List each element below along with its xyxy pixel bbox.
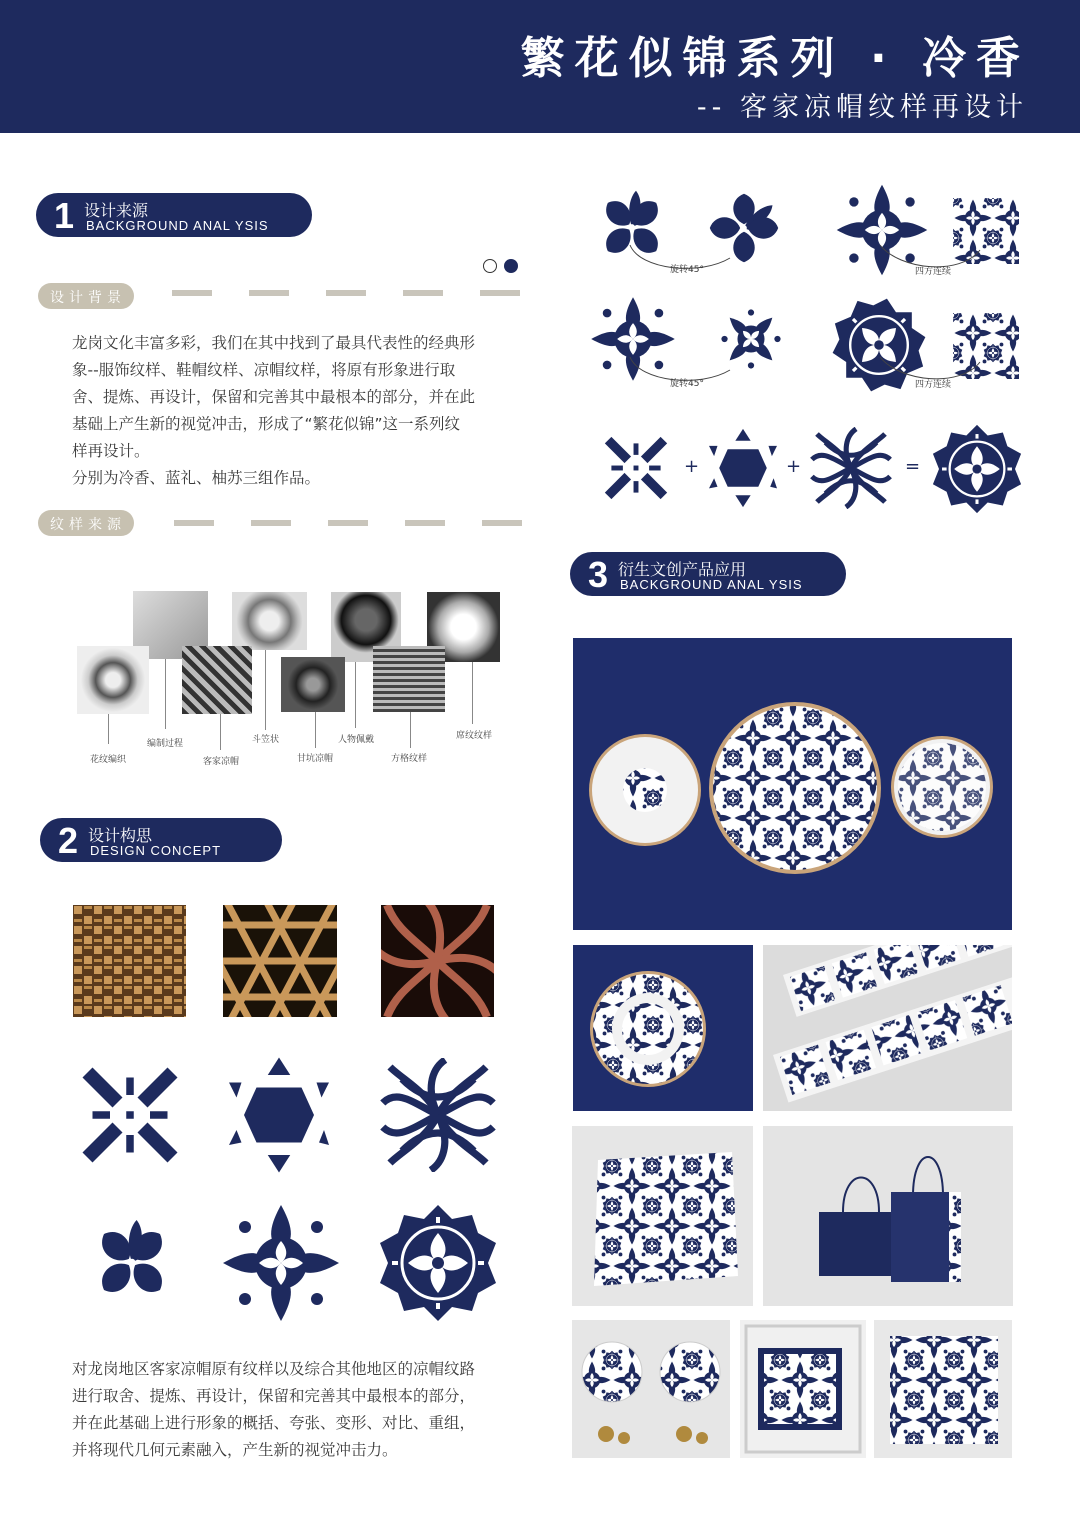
repeat-label: 四方连续 — [915, 380, 952, 390]
tag-design-background: 设计背景 — [38, 283, 134, 309]
tag-pattern-source: 纹样来源 — [38, 510, 134, 536]
caption-weaving-process: 编制过程 — [147, 739, 184, 749]
label-line — [410, 712, 411, 748]
caption-hakka-hat: 客家凉帽 — [203, 757, 240, 767]
caption-flower-weave: 花纹编织 — [90, 755, 127, 765]
section3-title-en: BACKGROUND ANAL YSIS — [620, 577, 803, 592]
pinwheel-flower-icon — [602, 434, 670, 502]
divider-dash — [403, 290, 443, 296]
section3-number: 3 — [588, 554, 609, 595]
header-banner — [0, 0, 1080, 133]
repeat-label: 四方连续 — [915, 267, 952, 277]
divider-dash — [328, 520, 368, 526]
concept-paragraph — [72, 1356, 542, 1464]
pager-dot-filled[interactable] — [504, 259, 518, 273]
paragraph-line: 象--服饰纹样、鞋帽纹样、凉帽纹样，将原有形象进行取 — [72, 361, 456, 379]
label-line — [472, 662, 473, 724]
caption-grid-pattern: 方格纹样 — [391, 754, 428, 764]
caption-gankeng-hat: 甘坑凉帽 — [297, 754, 334, 764]
photo-flower-weave — [77, 646, 149, 714]
pinwheel-flower-icon — [78, 1063, 182, 1167]
page-title: 繁花似锦系列 · 冷香 — [520, 33, 1030, 84]
product-single-plate-photo — [573, 945, 753, 1111]
paragraph-line: 龙岗文化丰富多彩，我们在其中找到了最具代表性的经典形 — [72, 334, 476, 352]
section1-title-cn: 设计来源 — [84, 201, 149, 220]
photo-grid-pattern — [373, 646, 445, 712]
medallion-icon — [932, 424, 1022, 514]
divider-dash — [405, 520, 445, 526]
caption-douli-shape: 斗笠状 — [252, 735, 280, 745]
product-scarf-photo — [572, 1126, 753, 1306]
caption-person-wearing: 人物佩戴 — [338, 735, 375, 745]
section2-header — [40, 818, 282, 862]
section2-title-en: DESIGN CONCEPT — [90, 843, 222, 858]
divider-dash — [480, 290, 520, 296]
divider-dash — [482, 520, 522, 526]
product-bags-photo — [763, 1126, 1013, 1306]
section3-title-cn: 衍生文创产品应用 — [618, 560, 747, 579]
paragraph-line: 进行取舍、提炼、再设计，保留和完善其中最根本的部分， — [72, 1387, 476, 1405]
product-plates-photo — [573, 638, 1012, 930]
rotate-label: 旋转45° — [670, 265, 704, 275]
weave-photo-hex — [223, 905, 337, 1017]
paragraph-line: 分别为冷香、蓝礼、柚苏三组作品。 — [72, 469, 321, 487]
product-stamps-photo — [763, 945, 1012, 1111]
section2-title-cn: 设计构思 — [88, 826, 153, 845]
woven-knot-icon — [380, 1058, 496, 1172]
photo-gankeng-hat — [281, 657, 345, 712]
photo-hakka-hat — [182, 646, 252, 714]
paragraph-line: 并将现代几何元素融入，产生新的视觉冲击力。 — [72, 1441, 398, 1459]
background-paragraph — [72, 330, 522, 492]
label-line — [165, 659, 166, 729]
divider-dash — [172, 290, 212, 296]
divider-dash — [251, 520, 291, 526]
section1-number: 1 — [54, 195, 75, 236]
divider-dash — [326, 290, 366, 296]
label-line — [355, 662, 356, 728]
photo-hat-top — [232, 592, 307, 650]
label-line — [265, 650, 266, 730]
plus-sign: + — [684, 456, 700, 477]
section3-header — [570, 552, 846, 596]
weave-photo-knot — [381, 905, 494, 1017]
section1-header — [36, 193, 312, 237]
pager-dot-empty[interactable] — [483, 259, 497, 273]
product-tile-photo — [874, 1320, 1012, 1458]
medallion-icon — [378, 1203, 498, 1323]
plus-sign: + — [786, 456, 802, 477]
rotate-label: 旋转45° — [670, 379, 704, 389]
product-pillow-photo — [740, 1320, 866, 1458]
caption-mat-pattern: 席纹纹样 — [456, 731, 493, 741]
woven-knot-icon — [810, 427, 892, 509]
paragraph-line: 并在此基础上进行形象的概括、夸张、变形、对比、重组， — [72, 1414, 476, 1432]
section1-title-en: BACKGROUND ANAL YSIS — [86, 218, 269, 233]
cross-flower-icon — [220, 1202, 342, 1324]
paragraph-line: 舍、提炼、再设计，保留和完善其中最根本的部分，并在此 — [72, 388, 476, 406]
product-badges-photo — [572, 1320, 730, 1458]
equals-sign: = — [905, 456, 921, 477]
paragraph-line: 对龙岗地区客家凉帽原有纹样以及综合其他地区的凉帽纹路 — [72, 1360, 476, 1378]
label-line — [315, 712, 316, 748]
paragraph-line: 基础上产生新的视觉冲击，形成了“繁花似锦”这一系列纹 — [72, 415, 461, 433]
weave-photo-grid — [73, 905, 186, 1017]
paragraph-line: 样再设计。 — [72, 442, 150, 460]
hexagon-star-icon — [706, 426, 780, 510]
divider-dash — [249, 290, 289, 296]
label-line — [108, 714, 109, 744]
page-subtitle: -- 客家凉帽纹样再设计 — [696, 92, 1028, 123]
four-petal-icon — [90, 1220, 174, 1304]
label-line — [220, 714, 221, 750]
divider-dash — [174, 520, 214, 526]
hexagon-star-icon — [225, 1055, 333, 1175]
section2-number: 2 — [58, 820, 79, 861]
